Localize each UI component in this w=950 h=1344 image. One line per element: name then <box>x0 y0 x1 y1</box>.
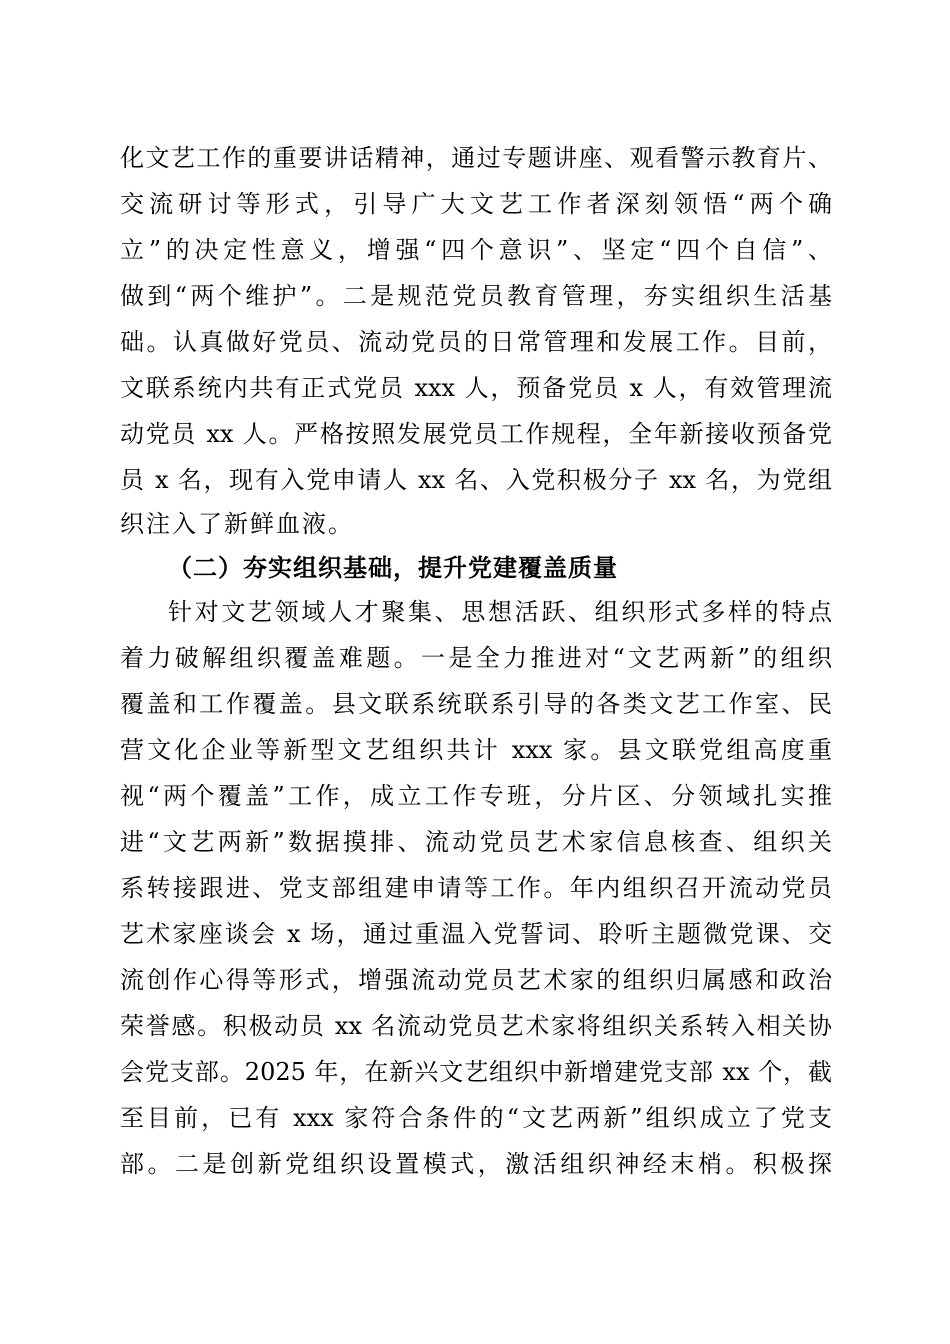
paragraph-line-1: 化文艺工作的重要讲话精神，通过专题讲座、观看警示教育片、 <box>120 144 832 172</box>
paragraph-line-3: 立”的决定性意义，增强“四个意识”、坚定“四个自信”、 <box>120 236 832 264</box>
paragraph-line-5: 础。认真做好党员、流动党员的日常管理和发展工作。目前， <box>120 328 832 356</box>
paragraph-line-17: 艺术家座谈会 x 场，通过重温入党誓词、聆听主题微党课、交 <box>120 920 832 948</box>
paragraph-line-18: 流创作心得等形式，增强流动党员艺术家的组织归属感和政治 <box>120 966 832 994</box>
section-heading: （二）夯实组织基础，提升党建覆盖质量 <box>168 553 618 582</box>
paragraph-line-20: 会党支部。2025 年，在新兴文艺组织中新增建党支部 xx 个，截 <box>120 1058 832 1086</box>
paragraph-line-13: 营文化企业等新型文艺组织共计 xxx 家。县文联党组高度重 <box>120 736 832 764</box>
paragraph-line-2: 交流研讨等形式，引导广大文艺工作者深刻领悟“两个确 <box>120 190 832 218</box>
paragraph-line-22: 部。二是创新党组织设置模式，激活组织神经末梢。积极探 <box>120 1150 832 1178</box>
paragraph-line-4: 做到“两个维护”。二是规范党员教育管理，夯实组织生活基 <box>120 282 832 310</box>
paragraph-line-14: 视“两个覆盖”工作，成立工作专班，分片区、分领域扎实推 <box>120 782 832 810</box>
paragraph-line-10: 针对文艺领域人才聚集、思想活跃、组织形式多样的特点 <box>168 598 832 626</box>
paragraph-line-9: 织注入了新鲜血液。 <box>120 510 354 538</box>
paragraph-line-6: 文联系统内共有正式党员 xxx 人，预备党员 x 人，有效管理流 <box>120 374 832 402</box>
paragraph-line-15: 进“文艺两新”数据摸排、流动党员艺术家信息核查、组织关 <box>120 828 832 856</box>
paragraph-line-12: 覆盖和工作覆盖。县文联系统联系引导的各类文艺工作室、民 <box>120 690 832 718</box>
paragraph-line-8: 员 x 名，现有入党申请人 xx 名、入党积极分子 xx 名，为党组 <box>120 466 832 494</box>
paragraph-line-16: 系转接跟进、党支部组建申请等工作。年内组织召开流动党员 <box>120 874 832 902</box>
paragraph-line-7: 动党员 xx 人。严格按照发展党员工作规程，全年新接收预备党 <box>120 420 832 448</box>
paragraph-line-21: 至目前，已有 xxx 家符合条件的“文艺两新”组织成立了党支 <box>120 1104 832 1132</box>
paragraph-line-11: 着力破解组织覆盖难题。一是全力推进对“文艺两新”的组织 <box>120 644 832 672</box>
paragraph-line-19: 荣誉感。积极动员 xx 名流动党员艺术家将组织关系转入相关协 <box>120 1012 832 1040</box>
